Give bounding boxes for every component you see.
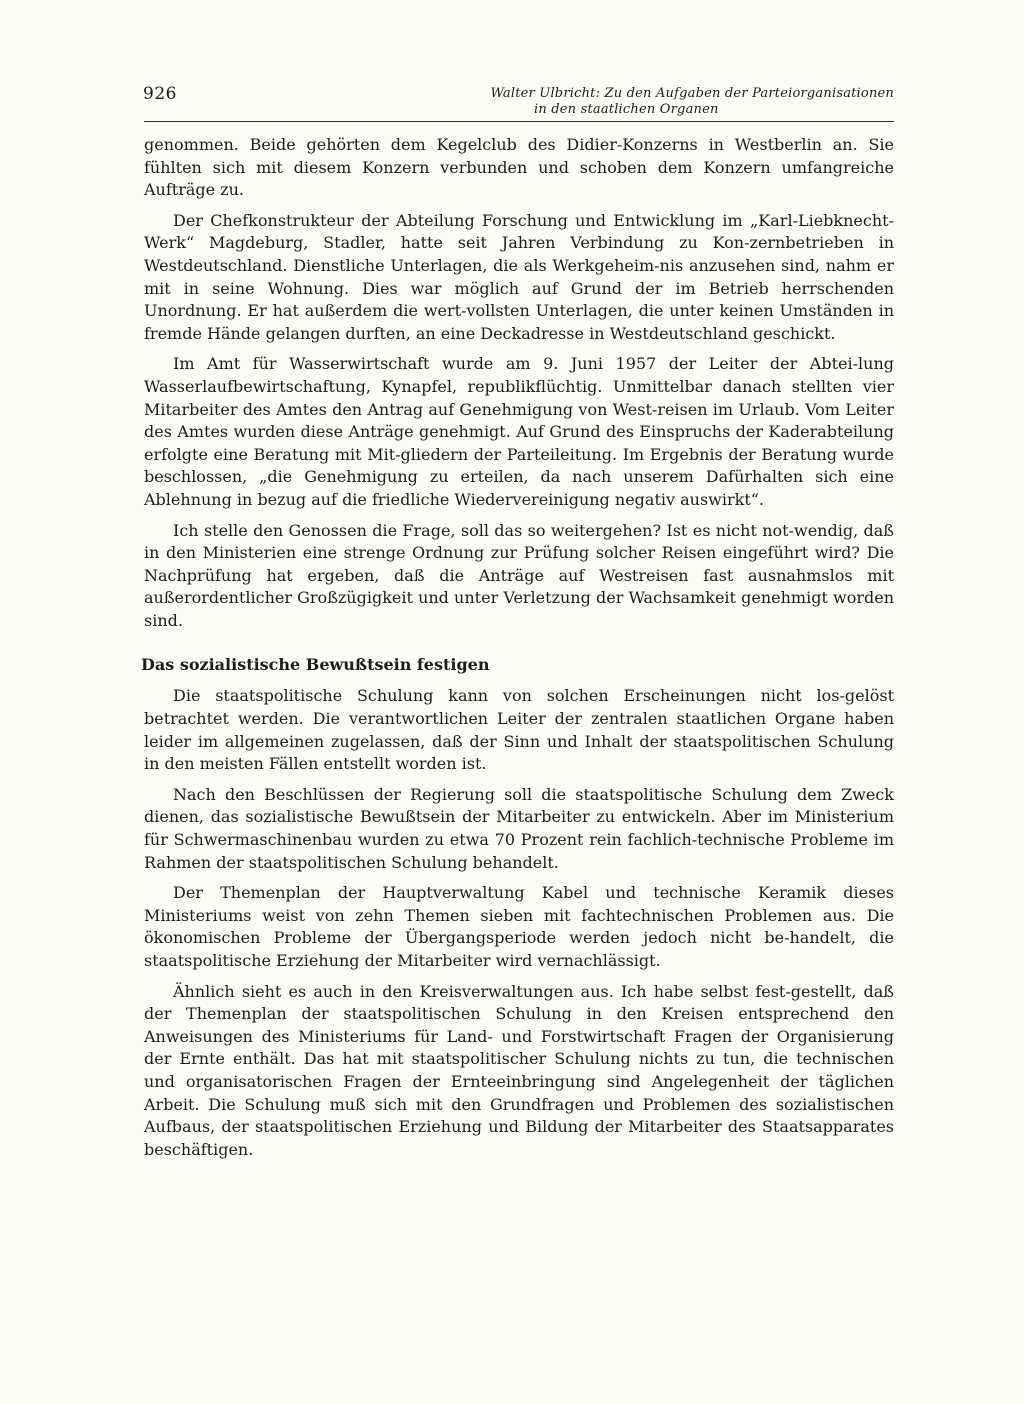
paragraph: Die staatspolitische Schulung kann von solchen Erscheinungen nicht los-gelöst betrachtet werden. Die verantwortlichen Leiter der zentralen staatlichen Organe haben leider im allgemeinen zugelassen, daß der Sinn und Inhalt der staatspolitischen Schulung in den meisten Fällen entstellt worden ist. (144, 686, 894, 774)
paragraph: Nach den Beschlüssen der Regierung soll die staatspolitische Schulung dem Zweck dienen, das sozialistische Bewußtsein der Mitarbeiter zu entwickeln. Aber im Ministerium für Schwermaschinenbau wurden zu etwa 70 Prozent rein fachlich-technische Probleme im Rahmen der staatspolitischen Schulung behandelt. (144, 784, 894, 872)
page-header (144, 80, 894, 120)
paragraph: Im Amt für Wasserwirtschaft wurde am 9. Juni 1957 der Leiter der Abtei-lung Wasserlaufbewirtschaftung, Kynapfel, republikflüchtig. Unmittelbar danach stellten vier Mitarbeiter des Amtes den Antrag auf Genehmigung von West-reisen im Urlaub. Vom Leiter des Amtes wurden diese Anträge genehmigt. Auf Grund des Einspruchs der Kaderabteilung erfolgte eine Beratung mit Mit-gliedern der Parteileitung. Im Ergebnis der Beratung wurde beschlossen, „die Genehmigung zu erteilen, da nach unserem Dafürhalten sich eine Ablehnung in bezug auf die friedliche Wiedervereinigung negativ auswirkt“. (144, 354, 894, 509)
section-heading: Das sozialistische Bewußtsein festigen (141, 655, 490, 675)
body-text (141, 134, 894, 1161)
running-head (422, 86, 894, 118)
running-head-line-1: Walter Ulbricht: Zu den Aufgaben der Parteiorganisationen (490, 86, 894, 101)
paragraph: Ich stelle den Genossen die Frage, soll das so weitergehen? Ist es nicht not-wendig, daß in den Ministerien eine strenge Ordnung zur Prüfung solcher Reisen eingeführt wird? Die Nachprüfung hat ergeben, daß die Anträge auf Westreisen fast ausnahmslos mit außerordentlicher Großzügigkeit und unter Verletzung der Wachsamkeit genehmigt worden sind. (144, 520, 894, 630)
paragraph: Der Chefkonstrukteur der Abteilung Forschung und Entwicklung im „Karl-Liebknecht-Werk“ Magdeburg, Stadler, hatte seit Jahren Verbindung zu Kon-zernbetrieben in Westdeutschland. Dienstliche Unterlagen, die als Werkgeheim-nis anzusehen sind, nahm er mit in seine Wohnung. Dies war möglich auf Grund der im Betrieb herrschenden Unordnung. Er hat außerdem die wert-vollsten Unterlagen, die unter keinen Umständen in fremde Hände gelangen durften, an eine Deckadresse in Westdeutschland geschickt. (144, 210, 894, 343)
running-head-line-2: in den staatlichen Organen (534, 102, 719, 117)
page-number: 926 (143, 84, 177, 104)
paragraph: Der Themenplan der Hauptverwaltung Kabel und technische Keramik dieses Ministeriums weist von zehn Themen sieben mit fachtechnischen Problemen aus. Die ökonomischen Probleme der Übergangsperiode werden jedoch nicht be-handelt, die staatspolitische Erziehung der Mitarbeiter wird vernachlässigt. (144, 883, 894, 970)
paragraph: genommen. Beide gehörten dem Kegelclub des Didier-Konzerns in Westberlin an. Sie fühlten sich mit diesem Konzern verbunden und schoben dem Konzern umfangreiche Aufträge zu. (144, 135, 894, 200)
header-rule (144, 121, 894, 122)
paragraph: Ähnlich sieht es auch in den Kreisverwaltungen aus. Ich habe selbst fest-gestellt, daß der Themenplan der staatspolitischen Schulung in den Kreisen entsprechend den Anweisungen des Ministeriums für Land- und Forstwirtschaft Fragen der Organisierung der Ernte enthält. Das hat mit staatspolitischer Schulung nichts zu tun, die technischen und organisatorischen Fragen der Ernteeinbringung sind Angelegenheit der täglichen Arbeit. Die Schulung muß sich mit den Grundfragen und Problemen des sozialistischen Aufbaus, der staatspolitischen Erziehung und Bildung der Mitarbeiter des Staatsapparates beschäftigen. (144, 981, 894, 1159)
document-page (141, 80, 894, 1169)
